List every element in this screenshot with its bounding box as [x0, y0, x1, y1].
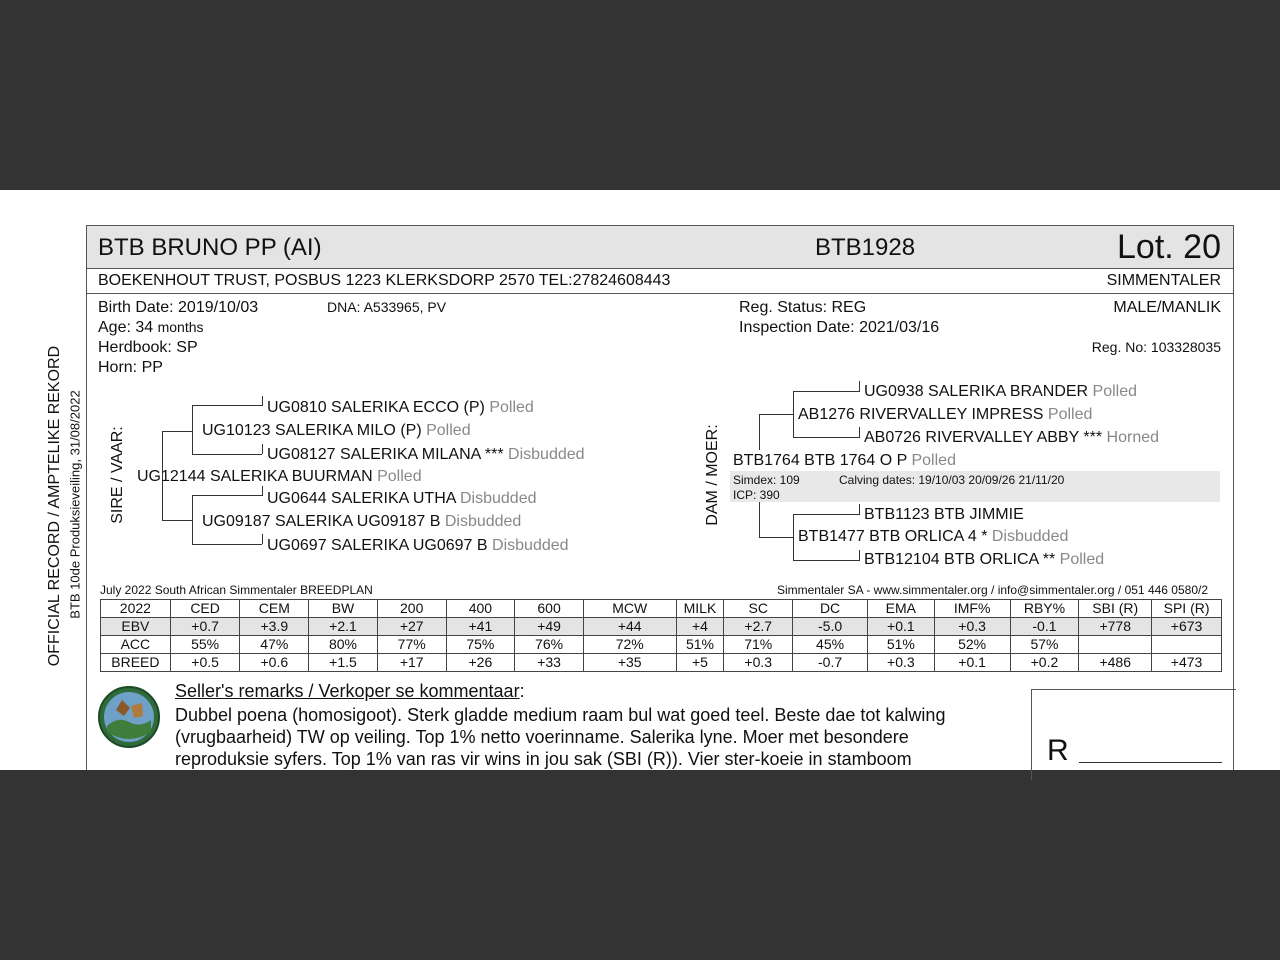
- pedigree-status: Disbudded: [459, 490, 537, 507]
- age: [98, 319, 204, 337]
- table-cell: 51%: [868, 636, 935, 654]
- age-unit: months: [157, 319, 204, 335]
- pedigree-name: UG10123 SALERIKA MILO (P): [202, 422, 422, 439]
- sire-connector: [192, 405, 193, 455]
- breedplan-contact: Simmentaler SA - www.simmentaler.org / info@simmentaler.org / 051 446 0580/2: [776, 583, 1208, 597]
- table-cell: 76%: [515, 636, 584, 654]
- lot-card: [86, 225, 1234, 770]
- pedigree-entry-ds: [798, 406, 1092, 424]
- table-cell: -0.7: [793, 654, 868, 672]
- horn-status: Horn: PP: [98, 359, 163, 376]
- dam-connector: [859, 381, 860, 392]
- table-header-cell: SBI (R): [1079, 600, 1152, 618]
- pedigree-entry-sss: [267, 399, 534, 417]
- table-cell: +778: [1079, 618, 1152, 636]
- table-cell: [1079, 636, 1152, 654]
- table-cell: +0.3: [868, 654, 935, 672]
- dam-connector: [793, 391, 859, 392]
- lot-header: [87, 226, 1233, 269]
- remarks-line: reproduksie syfers. Top 1% van ras vir wins in jou sak (SBI (R)). Vier ster-koeie in stamboom: [175, 749, 912, 769]
- table-cell: +486: [1079, 654, 1152, 672]
- breed-name: SIMMENTALER: [1106, 272, 1221, 289]
- table-row: [101, 654, 1222, 672]
- table-header-cell: BW: [309, 600, 378, 618]
- pedigree-entry-ss: [202, 422, 471, 440]
- table-header-cell: MILK: [676, 600, 724, 618]
- pedigree-entry-dds: [864, 506, 1024, 524]
- table-cell: +0.2: [1010, 654, 1079, 672]
- pedigree-name: UG08127 SALERIKA MILANA ***: [267, 446, 504, 463]
- table-cell: 45%: [793, 636, 868, 654]
- sire-connector: [262, 444, 263, 454]
- pedigree-entry-sds: [267, 490, 536, 508]
- table-cell: [1152, 636, 1222, 654]
- pedigree-status: Disbudded: [492, 537, 569, 554]
- table-cell: 47%: [240, 636, 309, 654]
- pedigree-name: AB1276 RIVERVALLEY IMPRESS: [798, 406, 1044, 423]
- pedigree-status: Polled: [377, 468, 422, 485]
- pedigree-name: BTB1477 BTB ORLICA 4 *: [798, 528, 988, 545]
- table-cell: +0.6: [240, 654, 309, 672]
- table-cell: BREED: [101, 654, 171, 672]
- registration-code: BTB1928: [815, 234, 916, 261]
- table-cell: +673: [1152, 618, 1222, 636]
- table-header-cell: 600: [515, 600, 584, 618]
- sire-label: SIRE / VAAR:: [109, 426, 126, 524]
- table-cell: -5.0: [793, 618, 868, 636]
- table-cell: +35: [583, 654, 676, 672]
- sire-connector: [262, 396, 263, 406]
- sex: MALE/MANLIK: [1113, 299, 1221, 316]
- dam-connector: [759, 502, 760, 537]
- table-cell: +2.1: [309, 618, 378, 636]
- pedigree-status: Disbudded: [444, 513, 522, 530]
- table-cell: 75%: [446, 636, 515, 654]
- table-cell: -0.1: [1010, 618, 1079, 636]
- dam-connector: [793, 514, 859, 515]
- pedigree-status: Polled: [489, 399, 534, 416]
- dam-connector: [759, 414, 760, 450]
- table-cell: +0.1: [934, 654, 1010, 672]
- table-cell: 51%: [676, 636, 724, 654]
- table-header-cell: MCW: [583, 600, 676, 618]
- pedigree-status: Polled: [1047, 406, 1093, 423]
- table-cell: +26: [446, 654, 515, 672]
- remarks-title: [175, 681, 525, 702]
- table-cell: +4: [676, 618, 724, 636]
- table-header-cell: CEM: [240, 600, 309, 618]
- owner-bar: [87, 269, 1233, 294]
- pedigree-entry-dss: [864, 383, 1137, 401]
- table-header-row: [101, 600, 1222, 618]
- dam-connector: [859, 504, 860, 515]
- table-cell: 55%: [170, 636, 240, 654]
- sire-connector: [192, 495, 193, 545]
- table-cell: +33: [515, 654, 584, 672]
- pedigree-entry-dam: [733, 452, 956, 470]
- table-header-cell: EMA: [868, 600, 935, 618]
- dam-connector: [859, 427, 860, 438]
- dam-connector: [793, 514, 794, 560]
- remarks-line: Dubbel poena (homosigoot). Sterk gladde medium raam bul wat goed teel. Beste dae tot kalwing: [175, 705, 946, 725]
- table-cell: +5: [676, 654, 724, 672]
- dam-connector: [793, 437, 859, 438]
- table-cell: 71%: [724, 636, 793, 654]
- table-cell: 77%: [377, 636, 446, 654]
- pedigree-entry-dd: [798, 528, 1068, 546]
- owner-address: BOEKENHOUT TRUST, POSBUS 1223 KLERKSDORP 2570 TEL:27824608443: [98, 272, 671, 289]
- pedigree-status: Horned: [1106, 429, 1160, 446]
- sire-connector: [262, 486, 263, 496]
- table-header-cell: 400: [446, 600, 515, 618]
- pedigree-name: UG09187 SALERIKA UG09187 B: [202, 513, 441, 530]
- pedigree-status: Polled: [1092, 383, 1138, 400]
- official-record-label: OFFICIAL RECORD / AMPTELIKE REKORD: [46, 345, 63, 667]
- ebv-table: [100, 599, 1222, 672]
- pedigree-name: UG0938 SALERIKA BRANDER: [864, 383, 1089, 400]
- breedplan-caption: July 2022 South African Simmentaler BREEDPLAN: [100, 583, 373, 597]
- price-input-line[interactable]: [1079, 762, 1222, 763]
- sire-connector: [192, 405, 262, 406]
- dam-connector: [759, 414, 793, 415]
- dam-simdex: Simdex: 109: [733, 473, 800, 487]
- pedigree-status: Polled: [911, 452, 956, 469]
- table-row: [101, 636, 1222, 654]
- pedigree-entry-sd: [202, 513, 521, 531]
- sire-connector: [192, 544, 262, 545]
- table-cell: +0.3: [934, 618, 1010, 636]
- table-cell: +3.9: [240, 618, 309, 636]
- simmentaler-logo: [98, 686, 160, 748]
- pedigree-name: UG0697 SALERIKA UG0697 B: [267, 537, 488, 554]
- remarks-title-text: Seller's remarks / Verkoper se kommentaar: [175, 681, 520, 701]
- dam-connector: [859, 550, 860, 561]
- pedigree-name: BTB12104 BTB ORLICA **: [864, 551, 1056, 568]
- table-cell: +49: [515, 618, 584, 636]
- registration-number: Reg. No: 103328035: [1091, 339, 1221, 355]
- price-currency-label: R: [1047, 734, 1069, 767]
- table-header-cell: CED: [170, 600, 240, 618]
- pedigree-entry-sdd: [267, 537, 569, 555]
- table-cell: +473: [1152, 654, 1222, 672]
- table-cell: ACC: [101, 636, 171, 654]
- lot-number: Lot. 20: [1117, 228, 1221, 266]
- table-cell: 57%: [1010, 636, 1079, 654]
- table-row: [101, 618, 1222, 636]
- table-cell: +0.1: [868, 618, 935, 636]
- remarks-body: [175, 704, 1025, 770]
- table-cell: +17: [377, 654, 446, 672]
- herdbook: Herdbook: SP: [98, 339, 198, 356]
- pedigree-name: UG0810 SALERIKA ECCO (P): [267, 399, 485, 416]
- birth-date: Birth Date: 2019/10/03: [98, 299, 259, 316]
- auction-label: BTB 10de Produksieveiling, 31/08/2022: [67, 390, 83, 619]
- table-header-cell: 2022: [101, 600, 171, 618]
- table-cell: +2.7: [724, 618, 793, 636]
- sire-connector: [192, 454, 262, 455]
- dam-icp: ICP: 390: [733, 488, 780, 502]
- table-header-cell: IMF%: [934, 600, 1010, 618]
- pedigree-status: Polled: [426, 422, 471, 439]
- table-cell: +1.5: [309, 654, 378, 672]
- pedigree-status: Polled: [1059, 551, 1105, 568]
- table-header-cell: DC: [793, 600, 868, 618]
- remarks-title-colon: :: [519, 681, 525, 701]
- pedigree-name: BTB1123 BTB JIMMIE: [864, 506, 1024, 523]
- sire-connector: [262, 534, 263, 544]
- sire-connector: [162, 431, 192, 432]
- dna-info: DNA: A533965, PV: [327, 299, 447, 315]
- age-value: Age: 34: [98, 319, 154, 336]
- table-cell: +41: [446, 618, 515, 636]
- table-cell: 52%: [934, 636, 1010, 654]
- dam-connector: [793, 560, 859, 561]
- table-header-cell: SC: [724, 600, 793, 618]
- pedigree-entry-ssd: [267, 446, 585, 464]
- table-cell: +0.3: [724, 654, 793, 672]
- pedigree-entry-sire: [137, 468, 422, 486]
- sire-connector: [192, 495, 262, 496]
- inspection-date: Inspection Date: 2021/03/16: [739, 319, 940, 336]
- table-cell: +0.7: [170, 618, 240, 636]
- table-cell: +27: [377, 618, 446, 636]
- pedigree-status: Disbudded: [508, 446, 585, 463]
- table-cell: EBV: [101, 618, 171, 636]
- dam-connector: [793, 391, 794, 437]
- pedigree-status: Disbudded: [991, 528, 1069, 545]
- registration-status: Reg. Status: REG: [739, 299, 867, 316]
- sire-connector: [162, 520, 192, 521]
- pedigree-entry-ddd: [864, 551, 1104, 569]
- table-header-cell: 200: [377, 600, 446, 618]
- table-header-cell: SPI (R): [1152, 600, 1222, 618]
- animal-name: BTB BRUNO PP (AI): [98, 234, 322, 261]
- pedigree-name: AB0726 RIVERVALLEY ABBY ***: [864, 429, 1103, 446]
- dam-label: DAM / MOER:: [704, 424, 721, 526]
- table-cell: 72%: [583, 636, 676, 654]
- pedigree-entry-dsd: [864, 429, 1159, 447]
- dam-calving-dates: Calving dates: 19/10/03 20/09/26 21/11/20: [839, 473, 1065, 487]
- pedigree-name: UG12144 SALERIKA BUURMAN: [137, 468, 373, 485]
- pedigree-name: UG0644 SALERIKA UTHA: [267, 490, 456, 507]
- table-cell: 80%: [309, 636, 378, 654]
- dam-connector: [759, 537, 793, 538]
- table-header-cell: RBY%: [1010, 600, 1079, 618]
- pedigree-name: BTB1764 BTB 1764 O P: [733, 452, 908, 469]
- table-cell: +44: [583, 618, 676, 636]
- table-cell: +0.5: [170, 654, 240, 672]
- remarks-line: (vrugbaarheid) TW op veiling. Top 1% netto voerinname. Salerika lyne. Moer met besondere: [175, 727, 909, 747]
